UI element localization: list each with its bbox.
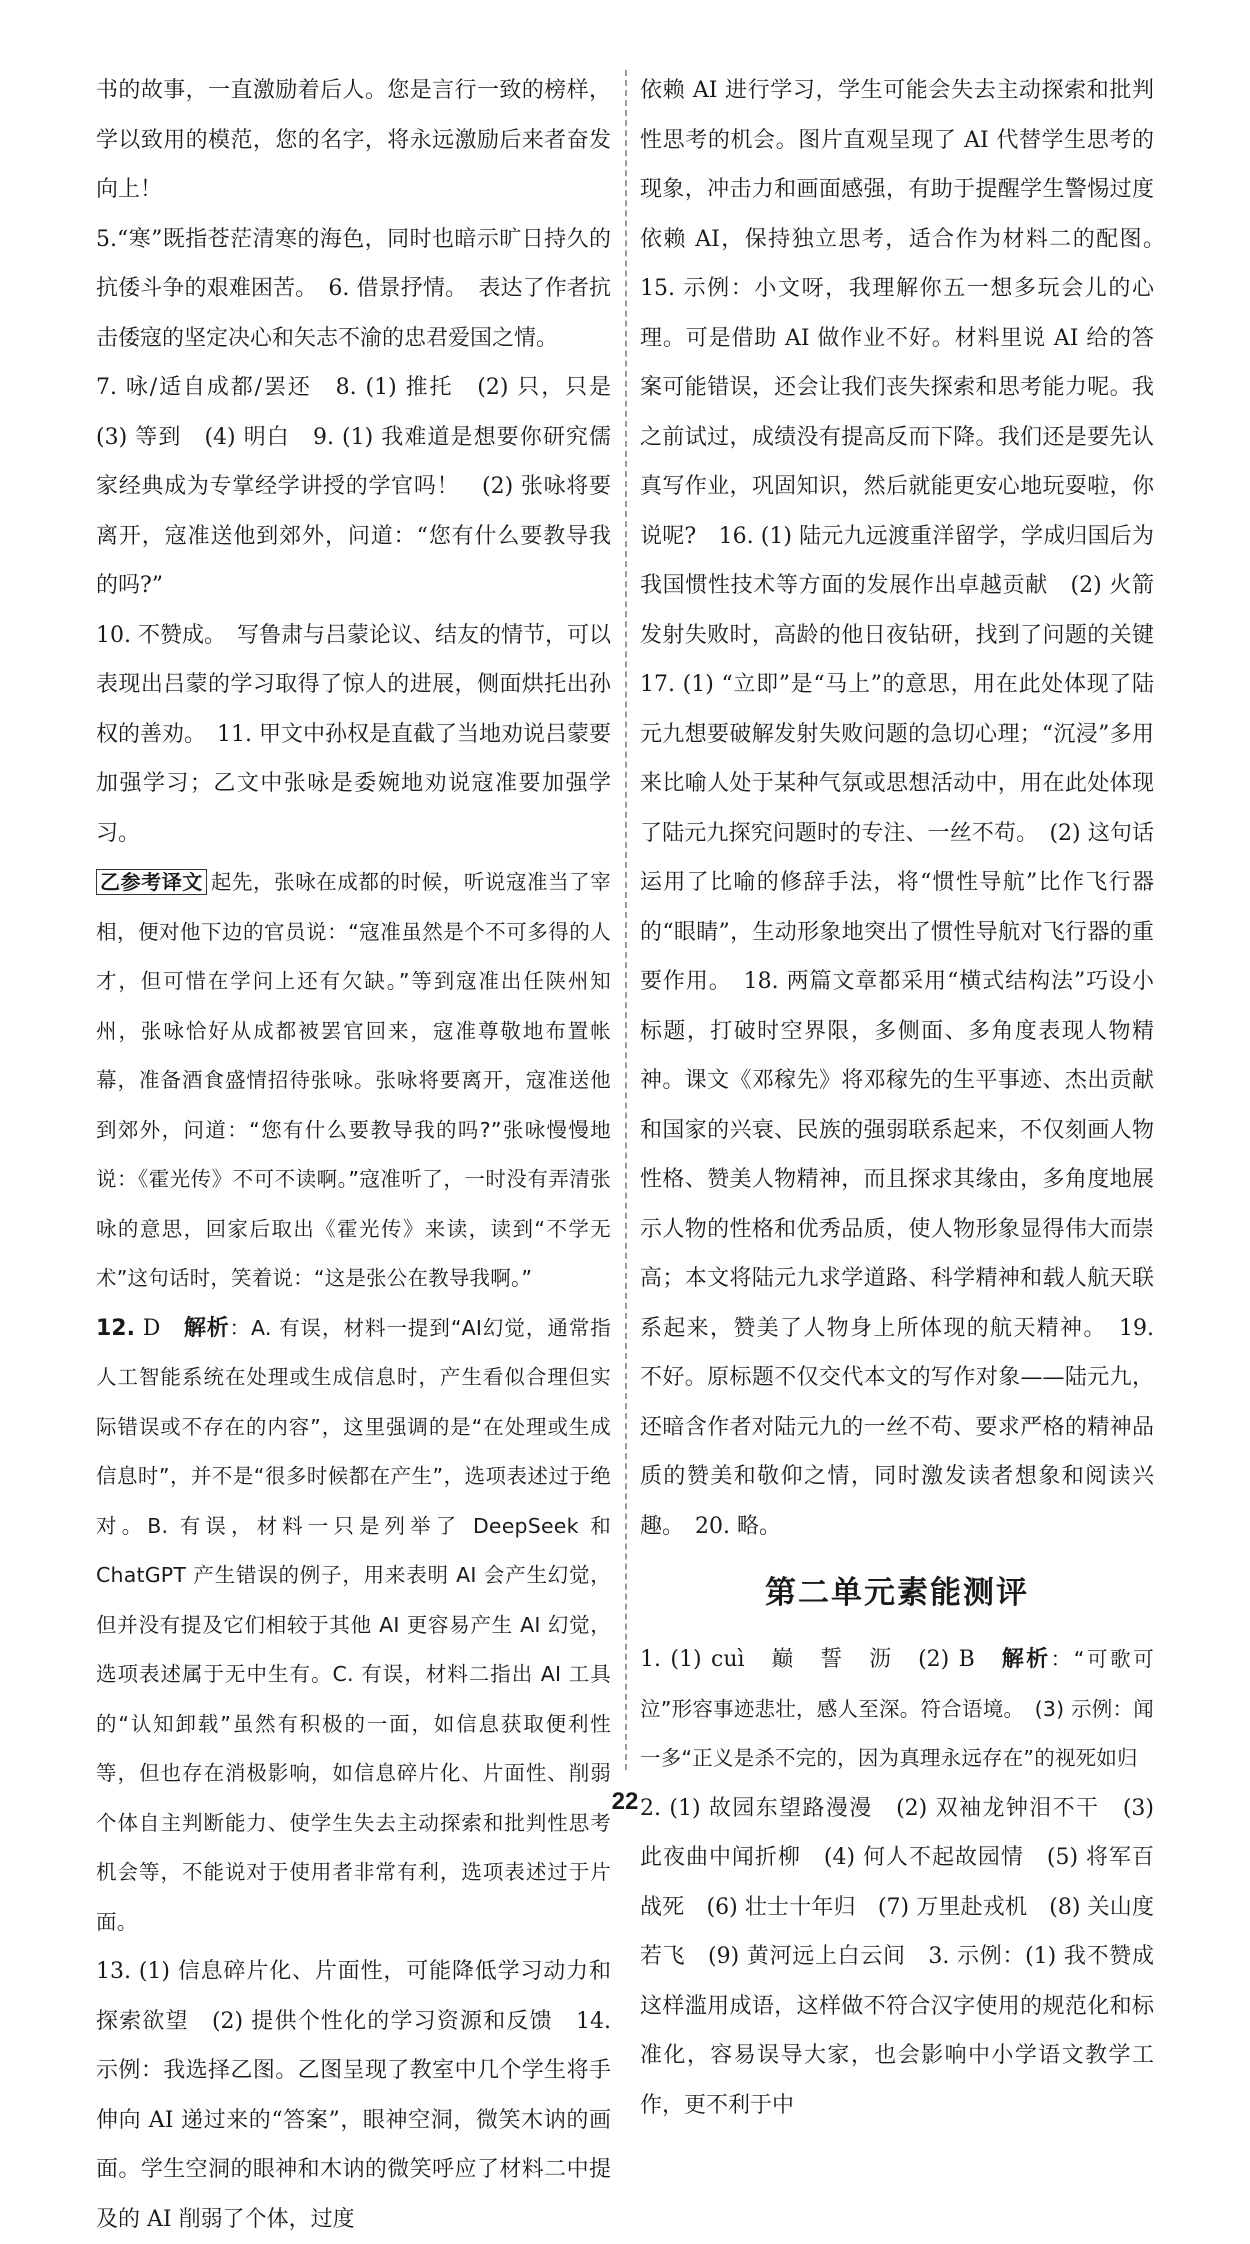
- answer-10-11: 10. 不赞成。 写鲁肃与吕蒙论议、结友的情节，可以表现出吕蒙的学习取得了惊人的进展，侧面烘托出孙权的善劝。 11. 甲文中孙权是直截了当地劝说吕蒙要加强学习；乙文中张咏是委婉地劝说寇准要加强学习。: [96, 622, 611, 846]
- section-q1-analysis-text: ：“可歌可泣”形容事迹悲壮，感人至深。符合语境。 (3) 示例：闻一多“正义是杀不完的，因为真理永远存在”的视死如归: [640, 1647, 1154, 1770]
- answer-12: [96, 1304, 611, 1948]
- q12-analysis-text: ：A. 有误，材料一提到“AI幻觉，通常指人工智能系统在处理或生成信息时，产生看似合理但实际错误或不存在的内容”，这里强调的是“在处理或生成信息时”，并不是“很多时候都在产生”，选项表述过于绝对。B. 有误，材料一只是列举了 DeepSeek 和 ChatGPT 产生错误的例子，用来表明 AI 会产生幻觉，但并没有提及它们相较于其他 AI 更容易产生 AI 幻觉，选项表述属于无中生有。C. 有误，材料二指出 AI 工具的“认知卸载”虽然有积极的一面，如信息获取便利性等，但也存在消极影响，如信息碎片化、片面性、削弱个体自主判断能力、使学生失去主动探索和批判性思考机会等，不能说对于使用者非常有利，选项表述过于片面。: [96, 1315, 611, 1934]
- right-column: [640, 66, 1177, 2118]
- q12-answer: D: [142, 1315, 161, 1341]
- translation-label: 乙参考译文: [96, 869, 207, 895]
- answer-13-14: 13. (1) 信息碎片化、片面性，可能降低学习动力和探索欲望 (2) 提供个性化的学习资源和反馈 14. 示例：我选择乙图。乙图呈现了教室中几个学生将手伸向 AI 递过来的“答案”，眼神空洞，微笑木讷的画面。学生空洞的眼神和木讷的微笑呼应了材料二中提及的 AI 削弱了个体，过度: [96, 1959, 611, 2232]
- q12-number: 12.: [96, 1315, 135, 1341]
- answer-5-6: 5.“寒”既指苍茫清寒的海色，同时也暗示旷日持久的抗倭斗争的艰难困苦。 6. 借景抒情。 表达了作者抗击倭寇的坚定决心和矢志不渝的忠君爱国之情。: [96, 226, 611, 351]
- section-answer-2-3: 2. (1) 故园东望路漫漫 (2) 双袖龙钟泪不干 (3) 此夜曲中闻折柳 (4) 何人不起故园情 (5) 将军百战死 (6) 壮士十年归 (7) 万里赴戎机 (8) 关山度若飞 (9) 黄河远上白云间 3. 示例：(1) 我不赞成这样滥用成语，这样做不符合汉字使用的规范化和标准化，容易误导大家，也会影响中小学语文教学工作，更不利于中: [640, 1795, 1154, 2118]
- translation-text: 起先，张咏在成都的时候，听说寇准当了宰相，便对他下边的官员说：“寇准虽然是个不可多得的人才，但可惜在学问上还有欠缺。”等到寇准出任陕州知州，张咏恰好从成都被罢官回来，寇准尊敬地布置帐幕，准备酒食盛情招待张咏。张咏将要离开，寇准送他到郊外，问道：“您有什么要教导我的吗?”张咏慢慢地说：《霍光传》不可不读啊。”寇准听了，一时没有弄清张咏的意思，回家后取出《霍光传》来读，读到“不学无术”这句话时，笑着说：“这是张公在教导我啊。”: [96, 870, 611, 1290]
- q12-analysis-label: 解析: [183, 1315, 230, 1341]
- reference-translation: [96, 858, 611, 1304]
- page-number: 22: [611, 1788, 639, 1815]
- paragraph-continuation: 书的故事，一直激励着后人。您是言行一致的榜样，学以致用的模范，您的名字，将永远激励后来者奋发向上！: [96, 78, 611, 202]
- section-q1-prefix: 1. (1) cuì 巅 誓 沥 (2) B: [640, 1647, 1002, 1672]
- section-title: 第二单元素能测评: [765, 1575, 1029, 1611]
- answer-7-9: 7. 咏/适自成都/罢还 8. (1) 推托 (2) 只，只是 (3) 等到 (4) 明白 9. (1) 我难道是想要你研究儒家经典成为专掌经学讲授的学官吗！ (2) 张咏将要离开，寇准送他到郊外，问道：“您有什么要教导我的吗?”: [96, 375, 634, 598]
- section-q1-analysis-label: 解析: [1001, 1647, 1051, 1672]
- answer-14-20: 依赖 AI 进行学习，学生可能会失去主动探索和批判性思考的机会。图片直观呈现了 AI 代替学生思考的现象，冲击力和画面感强，有助于提醒学生警惕过度依赖 AI，保持独立思考，适合作为材料二的配图。 15. 示例：小文呀，我理解你五一想多玩会儿的心理。可是借助 AI 做作业不好。材料里说 AI 给的答案可能错误，还会让我们丧失探索和思考能力呢。我之前试过，成绩没有提高反而下降。我们还是要先认真写作业，巩固知识，然后就能更安心地玩耍啦，你说呢? 16. (1) 陆元九远渡重洋留学，学成归国后为我国惯性技术等方面的发展作出卓越贡献 (2) 火箭发射失败时，高龄的他日夜钻研，找到了问题的关键 17. (1) “立即”是“马上”的意思，用在此处体现了陆元九想要破解发射失败问题的急切心理；“沉浸”多用来比喻人处于某种气氛或思想活动中，用在此处体现了陆元九探究问题时的专注、一丝不苟。 (2) 这句话运用了比喻的修辞手法，将“惯性导航”比作飞行器的“眼睛”，生动形象地突出了惯性导航对飞行器的重要作用。 18. 两篇文章都采用“横式结构法”巧设小标题，打破时空界限，多侧面、多角度表现人物精神。课文《邓稼先》将邓稼先的生平事迹、杰出贡献和国家的兴衰、民族的强弱联系起来，不仅刻画人物性格、赞美人物精神，而且探求其缘由，多角度地展示人物的性格和优秀品质，使人物形象显得伟大而崇高；本文将陆元九求学道路、科学精神和载人航天联系起来，赞美了人物身上所体现的航天精神。 19. 不好。原标题不仅交代本文的写作对象——陆元九，还暗含作者对陆元九的一丝不苟、要求严格的精神品质的赞美和敬仰之情，同时激发读者想象和阅读兴趣。 20. 略。: [640, 78, 1177, 1539]
- section-answer-1: [640, 1635, 1154, 1784]
- column-divider: [625, 70, 627, 1770]
